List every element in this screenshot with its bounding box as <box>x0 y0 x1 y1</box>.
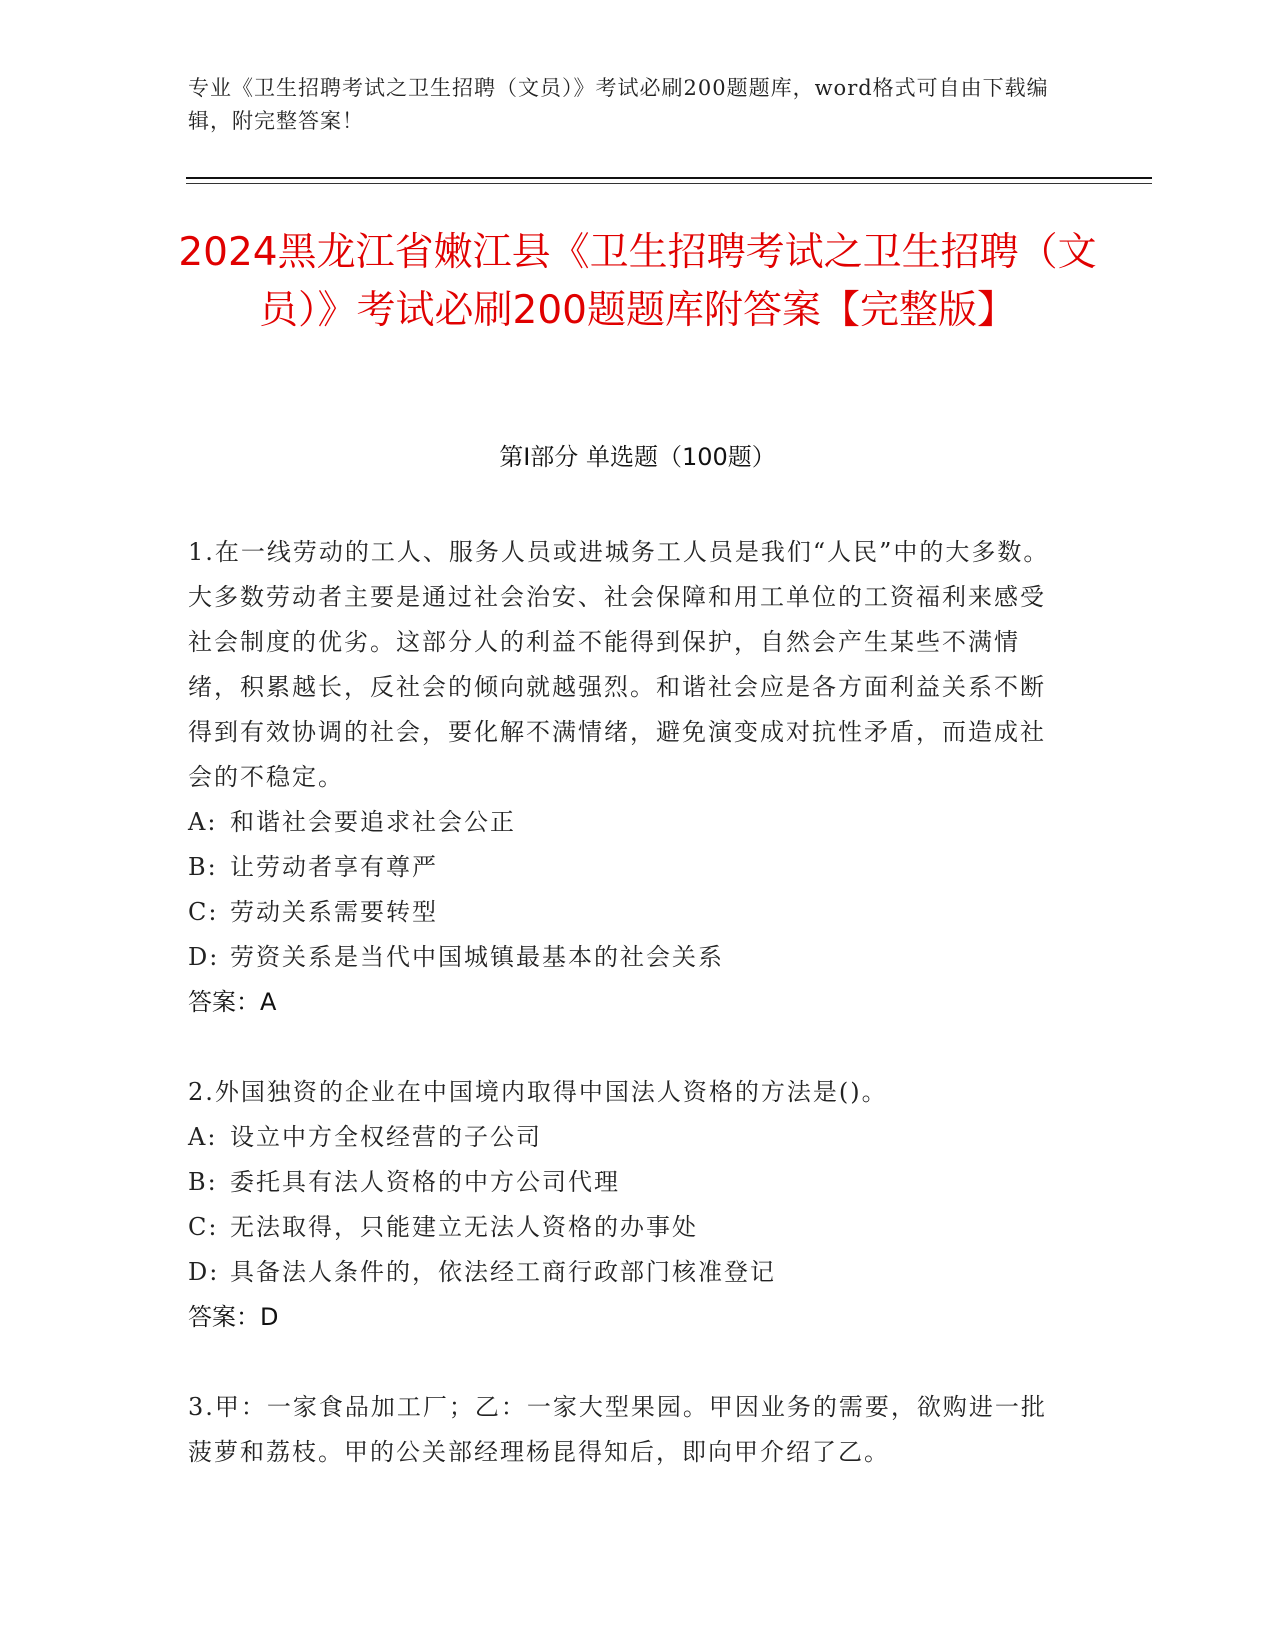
option-text: 委托具有法人资格的中方公司代理 <box>230 1168 620 1196</box>
option-letter: B: <box>188 1168 218 1196</box>
header-rule-thin <box>186 183 1152 184</box>
option-c <box>188 1205 1058 1250</box>
option-letter: C: <box>188 898 219 926</box>
question-stem: 2.外国独资的企业在中国境内取得中国法人资格的方法是()。 <box>188 1078 888 1106</box>
option-text: 具备法人条件的，依法经工商行政部门核准登记 <box>230 1258 776 1286</box>
option-text: 和谐社会要追求社会公正 <box>230 808 516 836</box>
question-3 <box>188 1385 1058 1475</box>
header-note: 专业《卫生招聘考试之卫生招聘（文员）》考试必刷200题题库，word格式可自由下载编辑，附完整答案！ <box>188 76 1049 133</box>
option-d <box>188 935 1058 980</box>
answer-line: 答案：A <box>188 988 277 1016</box>
option-b <box>188 845 1058 890</box>
option-c <box>188 890 1058 935</box>
question-1 <box>188 530 1058 1025</box>
option-letter: C: <box>188 1213 219 1241</box>
option-text: 让劳动者享有尊严 <box>230 853 438 881</box>
question-list <box>188 530 1058 1520</box>
document-title: 2024黑龙江省嫩江县《卫生招聘考试之卫生招聘（文员）》考试必刷200题题库附答案【完整版】 <box>178 230 1097 333</box>
question-stem: 3.甲：一家食品加工厂；乙：一家大型果园。甲因业务的需要，欲购进一批菠萝和荔枝。甲的公关部经理杨昆得知后，即向甲介绍了乙。 <box>188 1393 1047 1466</box>
header-rule-thick <box>186 177 1152 179</box>
question-stem: 1.在一线劳动的工人、服务人员或进城务工人员是我们“人民”中的大多数。大多数劳动者主要是通过社会治安、社会保障和用工单位的工资福利来感受社会制度的优劣。这部分人的利益不能得到保护，自然会产生某些不满情绪，积累越长，反社会的倾向就越强烈。和谐社会应是各方面利益关系不断得到有效协调的社会，要化解不满情绪，避免演变成对抗性矛盾，而造成社会的不稳定。 <box>188 538 1050 791</box>
option-a <box>188 800 1058 845</box>
answer-line: 答案：D <box>188 1303 279 1331</box>
option-letter: D: <box>188 943 220 971</box>
option-text: 设立中方全权经营的子公司 <box>230 1123 542 1151</box>
section-heading: 第I部分 单选题（100题） <box>499 443 776 471</box>
option-letter: A: <box>188 1123 218 1151</box>
option-d <box>188 1250 1058 1295</box>
option-letter: D: <box>188 1258 220 1286</box>
option-text: 无法取得，只能建立无法人资格的办事处 <box>230 1213 698 1241</box>
option-a <box>188 1115 1058 1160</box>
option-b <box>188 1160 1058 1205</box>
option-letter: A: <box>188 808 218 836</box>
option-text: 劳资关系是当代中国城镇最基本的社会关系 <box>230 943 724 971</box>
option-text: 劳动关系需要转型 <box>230 898 438 926</box>
option-letter: B: <box>188 853 218 881</box>
question-2 <box>188 1070 1058 1340</box>
